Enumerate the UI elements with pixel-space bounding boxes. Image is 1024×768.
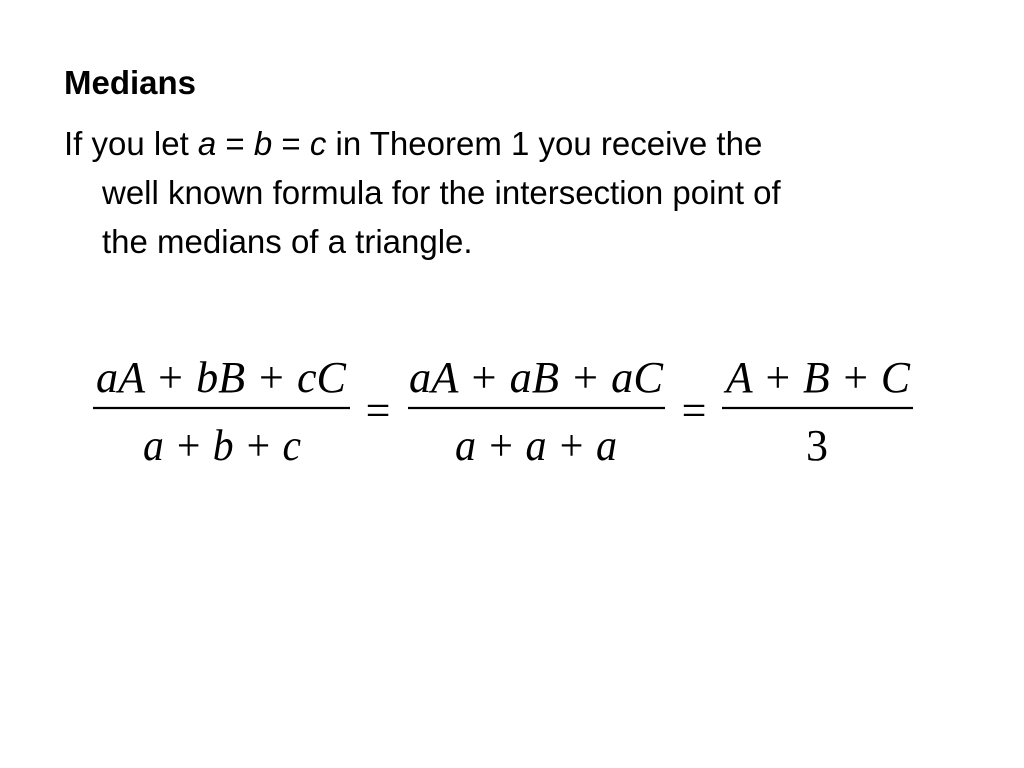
- fraction-1-denominator: a + b + c: [143, 421, 302, 470]
- paragraph-line-1: [64, 119, 964, 168]
- paragraph-line-2: well known formula for the intersection point of: [102, 174, 781, 211]
- variable-b: b: [253, 125, 273, 162]
- equals-sign-1: =: [216, 125, 254, 162]
- variable-c: c: [309, 125, 327, 162]
- paragraph-line-3: the medians of a triangle.: [102, 223, 473, 260]
- fraction-1-numerator: aA + bB + cC: [96, 353, 347, 402]
- slide-heading: Medians: [64, 64, 197, 101]
- equals-sign-formula-2: =: [681, 386, 707, 435]
- variable-a: a: [197, 125, 217, 162]
- centroid-formula: [0, 340, 1024, 480]
- line1-text-before: If you let: [64, 125, 198, 162]
- fraction-2-numerator: aA + aB + aC: [409, 353, 664, 402]
- equals-sign-formula-1: =: [365, 386, 391, 435]
- line1-text-after: in Theorem 1 you receive the: [326, 125, 763, 162]
- equals-sign-2: =: [272, 125, 310, 162]
- body-paragraph: [64, 119, 964, 266]
- fraction-2-denominator: a + a + a: [455, 421, 617, 470]
- fraction-3-denominator: 3: [806, 421, 828, 470]
- fraction-3-numerator: A + B + C: [723, 353, 911, 402]
